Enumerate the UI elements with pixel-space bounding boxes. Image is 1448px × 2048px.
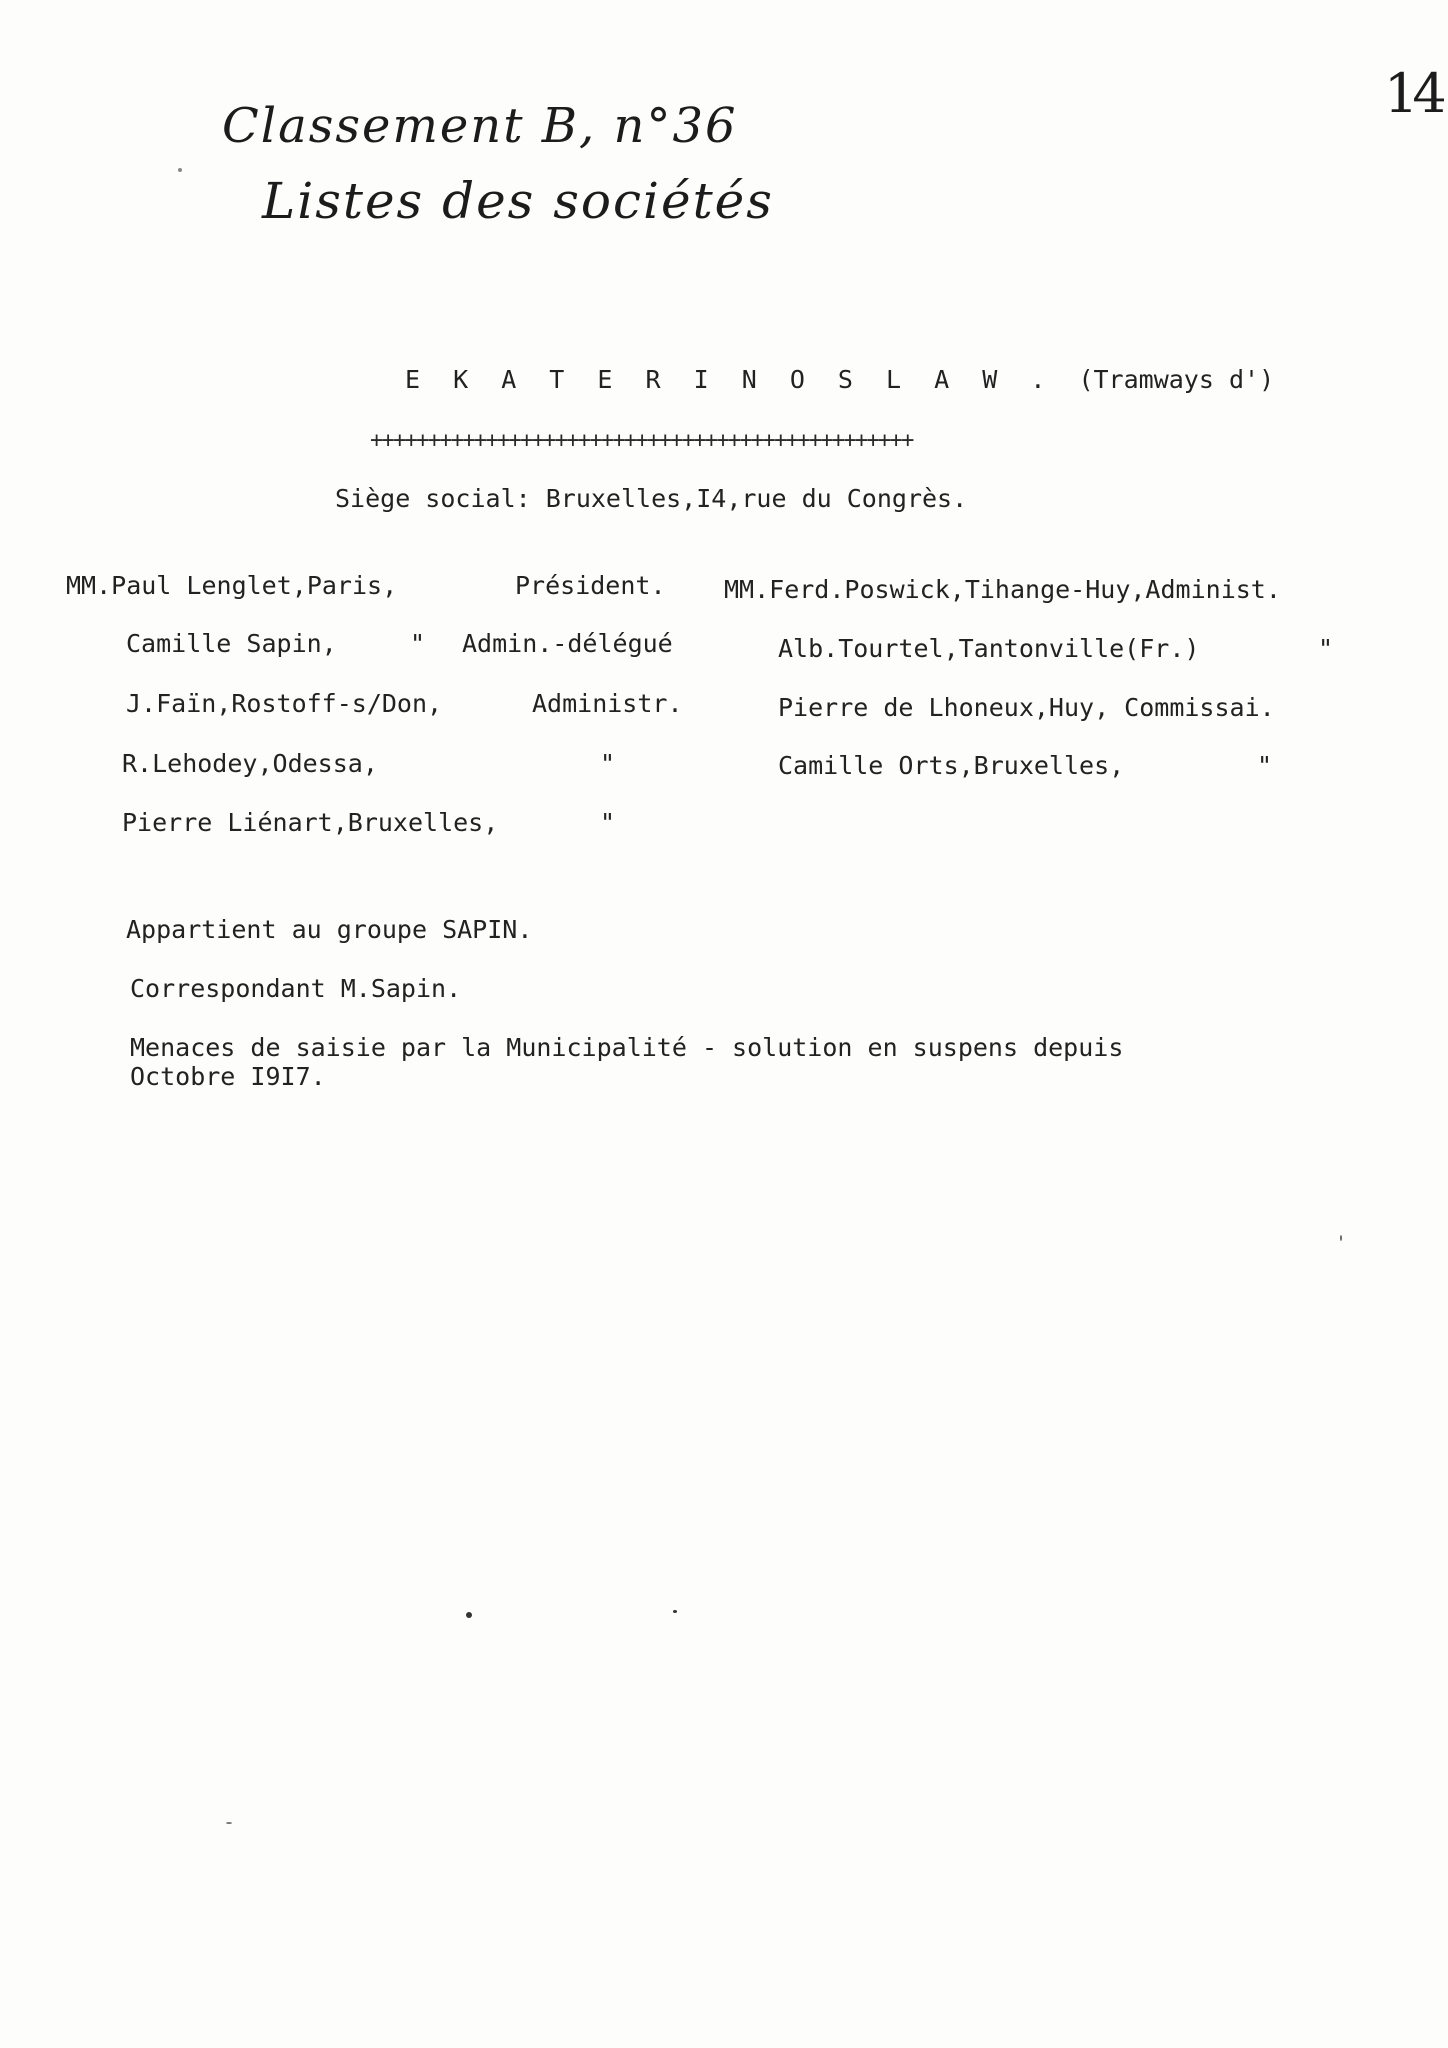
board-left-role-2: Admin.-délégué — [462, 629, 673, 658]
board-left-name-4: R.Lehodey,Odessa, — [122, 749, 378, 778]
group-note: Appartient au groupe SAPIN. — [126, 915, 533, 944]
board-left-role-1: Président. — [515, 571, 666, 600]
scan-speck — [178, 168, 182, 172]
board-right-line-4: Camille Orts,Bruxelles, — [778, 751, 1125, 780]
board-left-ditto-2: " — [410, 629, 426, 658]
handwritten-classification: Classement B, n°36 — [222, 98, 738, 154]
handwritten-page-number: 14 — [1384, 62, 1441, 125]
board-right-line-2: Alb.Tourtel,Tantonville(Fr.) — [778, 634, 1200, 663]
correspondent-note: Correspondant M.Sapin. — [130, 974, 462, 1003]
threat-note-line-2: Octobre I9I7. — [130, 1062, 326, 1091]
board-left-role-4: " — [600, 749, 616, 778]
separator-line: +++++++++++++++++++++++++++++++++++++++++++++++ — [370, 428, 913, 453]
threat-note-line-1: Menaces de saisie par la Municipalité - solution en suspens depuis — [130, 1033, 1124, 1062]
scan-speck — [673, 1610, 677, 1613]
board-left-role-3: Administr. — [532, 689, 683, 718]
board-left-name-1: MM.Paul Lenglet,Paris, — [66, 571, 398, 600]
board-left-name-5: Pierre Liénart,Bruxelles, — [122, 808, 499, 837]
company-title — [405, 367, 1274, 392]
company-subtitle: (Tramways d') — [1078, 365, 1275, 394]
scan-speck — [466, 1612, 472, 1618]
board-right-role-4: " — [1257, 751, 1273, 780]
board-left-name-3: J.Faïn,Rostoff-s/Don, — [126, 689, 443, 718]
company-name: E K A T E R I N O S L A W . — [405, 365, 1055, 394]
board-right-line-3: Pierre de Lhoneux,Huy, Commissai. — [778, 693, 1275, 722]
board-left-role-5: " — [600, 808, 616, 837]
board-right-role-2: " — [1318, 634, 1334, 663]
scan-speck — [226, 1822, 232, 1824]
registered-office: Siège social: Bruxelles,I4,rue du Congrès. — [335, 484, 968, 513]
scan-speck — [1340, 1235, 1342, 1241]
board-left-name-2: Camille Sapin, — [126, 629, 337, 658]
board-right-line-1: MM.Ferd.Poswick,Tihange-Huy,Administ. — [724, 575, 1281, 604]
handwritten-list-title: Listes des sociétés — [262, 172, 774, 230]
